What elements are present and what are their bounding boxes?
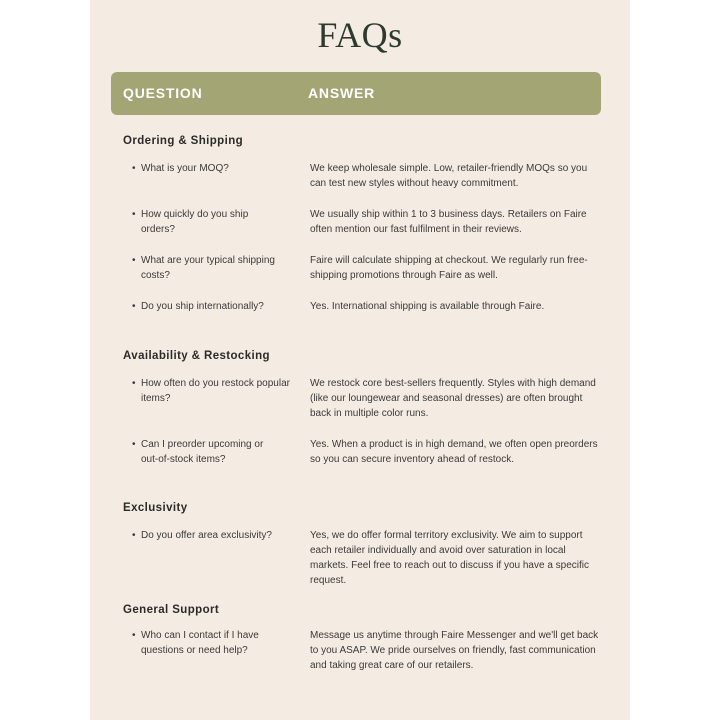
- bullet: •: [132, 378, 136, 389]
- bullet: •: [132, 439, 136, 450]
- section-title-ordering-shipping: Ordering & Shipping: [123, 135, 244, 147]
- question-contact: Who can I contact if I have questions or need help?: [141, 630, 259, 656]
- answer-restock: We restock core best-sellers frequently. Styles with high demand (like our loungewear and seasonal dresses) are often brought back in multiple color runs.: [310, 378, 596, 419]
- answer-international: Yes. International shipping is available through Faire.: [310, 301, 545, 312]
- section-title-availability: Availability & Restocking: [123, 350, 270, 362]
- faq-page: [90, 0, 630, 720]
- bullet: •: [132, 209, 136, 220]
- answer-preorder: Yes. When a product is in high demand, we often open preorders so you can secure inventory ahead of restock.: [310, 439, 598, 465]
- question-column-header: QUESTION: [123, 85, 203, 101]
- answer-contact: Message us anytime through Faire Messenger and we'll get back to you ASAP. We pride ourselves on friendly, fast communication and taking great care of our retailers.: [310, 630, 599, 671]
- question-international: Do you ship internationally?: [141, 301, 264, 312]
- answer-shipping-costs: Faire will calculate shipping at checkout. We regularly run free-shipping promotions through Faire as well.: [310, 255, 588, 281]
- bullet: •: [132, 530, 136, 541]
- question-preorder: Can I preorder upcoming or out-of-stock items?: [141, 439, 264, 465]
- table-header: [111, 72, 601, 115]
- question-ship-speed: How quickly do you ship orders?: [141, 209, 249, 235]
- answer-ship-speed: We usually ship within 1 to 3 business days. Retailers on Faire often mention our fast fulfilment in their reviews.: [310, 209, 587, 235]
- answer-moq: We keep wholesale simple. Low, retailer-friendly MOQs so you can test new styles without heavy commitment.: [310, 163, 588, 189]
- bullet: •: [132, 163, 136, 174]
- section-title-exclusivity: Exclusivity: [123, 502, 188, 514]
- answer-column-header: ANSWER: [308, 85, 376, 101]
- bullet: •: [132, 301, 136, 312]
- question-restock: How often do you restock popular items?: [141, 378, 290, 404]
- section-title-general-support: General Support: [123, 604, 220, 616]
- page-title: FAQs: [317, 15, 403, 55]
- question-exclusivity: Do you offer area exclusivity?: [141, 530, 272, 541]
- answer-exclusivity: Yes, we do offer formal territory exclusivity. We aim to support each retailer individually and avoid over saturation in local markets. Feel free to reach out to discuss if you have a specific request.: [310, 530, 590, 586]
- question-shipping-costs: What are your typical shipping costs?: [141, 255, 275, 281]
- question-moq: What is your MOQ?: [141, 163, 229, 174]
- bullet: •: [132, 630, 136, 641]
- bullet: •: [132, 255, 136, 266]
